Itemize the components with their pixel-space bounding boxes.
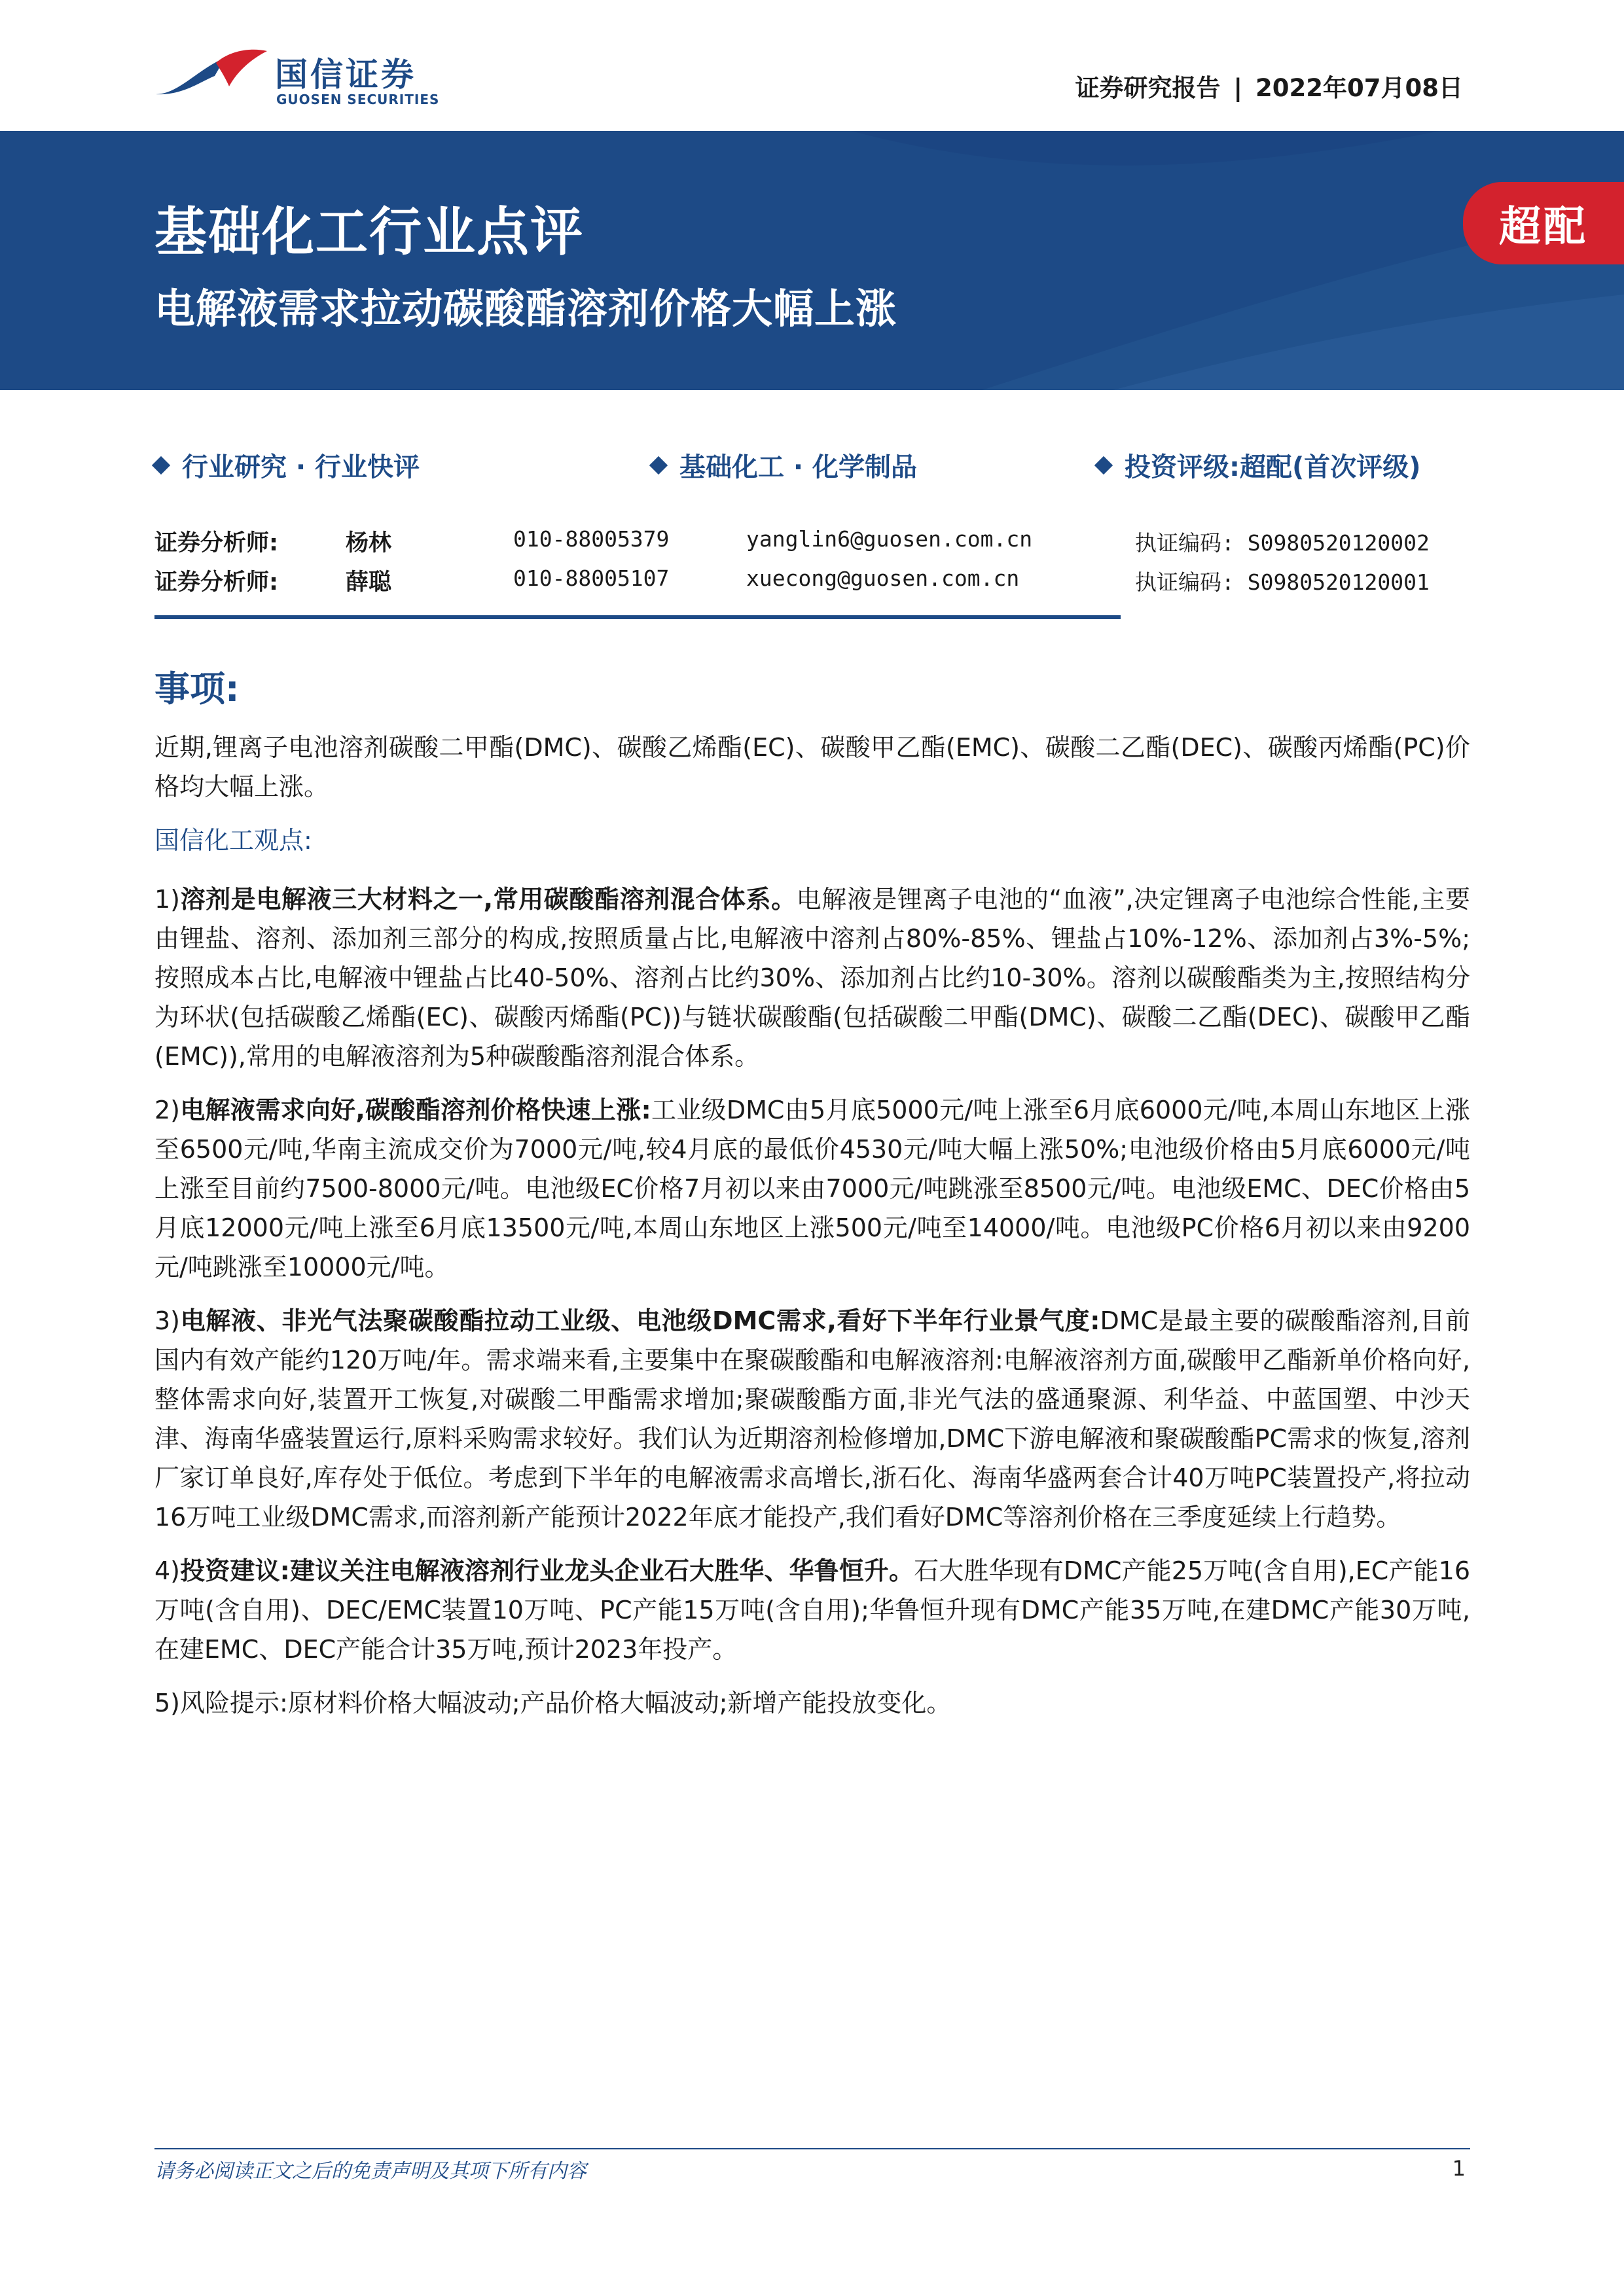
diamond-bullet-icon — [152, 456, 170, 475]
meta-category — [154, 446, 420, 484]
logo-english-name: GUOSEN SECURITIES — [276, 92, 440, 107]
point-number: 5) — [154, 1689, 181, 1717]
point-text: 电解液是锂离子电池的“血液”,决定锂离子电池综合性能,主要由锂盐、溶剂、添加剂三部分的构成,按照质量占比,电解液中溶剂占80%-85%、锂盐占10%-12%、添加剂占3%-5%;按照成本占比,电解液中锂盐占比40-50%、溶剂占比约30%、添加剂占比约10-30%。溶剂以碳酸酯类为主,按照结构分为环状(包括碳酸乙烯酯(EC)、碳酸丙烯酯(PC))与链状碳酸酯(包括碳酸二甲酯(DMC)、碳酸二乙酯(DEC)、碳酸甲乙酯(EMC)),常用的电解液溶剂为5种碳酸酯溶剂混合体系。 — [154, 885, 1470, 1071]
meta-rating — [1097, 446, 1421, 484]
point-number: 1) — [154, 885, 181, 914]
diamond-bullet-icon — [1094, 456, 1113, 475]
point-heading: 溶剂是电解液三大材料之一,常用碳酸酯溶剂混合体系。 — [180, 885, 797, 914]
diamond-bullet-icon — [649, 456, 668, 475]
rating-badge: 超配 — [1463, 182, 1624, 264]
meta-sector-text: 基础化工 · 化学制品 — [679, 452, 918, 482]
point-text: 石大胜华现有DMC产能25万吨(含自用),EC产能16万吨(含自用)、DEC/EMC装置10万吨、PC产能15万吨(含自用);华鲁恒升现有DMC产能35万吨,在建DMC产能30万吨,在建EMC、DEC产能合计35万吨,预计2023年投产。 — [154, 1556, 1471, 1664]
report-body — [154, 728, 1470, 1737]
analyst-phone: 010-88005107 — [513, 565, 670, 591]
point-text: 工业级DMC由5月底5000元/吨上涨至6月底6000元/吨,本周山东地区上涨至6500元/吨,华南主流成交价为7000元/吨,较4月底的最低价4530元/吨大幅上涨50%;电池级价格由5月底6000元/吨上涨至目前约7500-8000元/吨。电池级EC价格7月初以来由7000元/吨跳涨至8500元/吨。电池级EMC、DEC价格由5月底12000元/吨上涨至6月底13500元/吨,本周山东地区上涨500元/吨至14000/吨。电池级PC价格6月初以来由9200元/吨跳涨至10000元/吨。 — [154, 1096, 1470, 1282]
point-heading: 电解液需求向好,碳酸酯溶剂价格快速上涨: — [180, 1096, 651, 1124]
point-heading: 电解液、非光气法聚碳酸酯拉动工业级、电池级DMC需求,看好下半年行业景气度: — [180, 1306, 1100, 1335]
point-number: 3) — [154, 1306, 181, 1335]
point-paragraph — [154, 1301, 1470, 1537]
report-date: 2022年07月08日 — [1255, 74, 1463, 102]
meta-category-text: 行业研究 · 行业快评 — [182, 452, 420, 482]
point-number: 4) — [154, 1556, 181, 1585]
header-separator: | — [1233, 74, 1243, 102]
analyst-role: 证券分析师: — [154, 530, 278, 556]
analyst-phone: 010-88005379 — [513, 526, 670, 552]
analyst-divider — [154, 615, 1121, 619]
footer-divider — [154, 2148, 1470, 2149]
point-heading: 投资建议:建议关注电解液溶剂行业龙头企业石大胜华、华鲁恒升。 — [180, 1556, 914, 1585]
analyst-email[interactable]: yanglin6@guosen.com.cn — [746, 526, 1033, 552]
report-subtitle: 电解液需求拉动碳酸酯溶剂价格大幅上涨 — [154, 285, 897, 332]
point-text: 风险提示:原材料价格大幅波动;产品价格大幅波动;新增产能投放变化。 — [180, 1689, 952, 1717]
point-paragraph — [154, 1551, 1470, 1669]
page-number: 1 — [1452, 2156, 1466, 2181]
analyst-cert: 执证编码: S0980520120002 — [1135, 530, 1430, 556]
report-type: 证券研究报告 — [1075, 74, 1221, 102]
analyst-name: 薛聪 — [346, 569, 392, 596]
meta-rating-text: 投资评级:超配(首次评级) — [1125, 452, 1421, 482]
view-title: 国信化工观点: — [154, 826, 312, 855]
analyst-email[interactable]: xuecong@guosen.com.cn — [746, 565, 1020, 591]
logo-chinese-name: 国信证券 — [275, 56, 416, 94]
intro-paragraph: 近期,锂离子电池溶剂碳酸二甲酯(DMC)、碳酸乙烯酯(EC)、碳酸甲乙酯(EMC)、碳酸二乙酯(DEC)、碳酸丙烯酯(PC)价格均大幅上涨。 — [154, 733, 1470, 801]
point-paragraph — [154, 880, 1470, 1076]
meta-sector — [652, 446, 917, 484]
analyst-role: 证券分析师: — [154, 569, 278, 596]
report-header-info — [1075, 68, 1463, 103]
footer-disclaimer: 请务必阅读正文之后的免责声明及其项下所有内容 — [154, 2160, 586, 2183]
analyst-name: 杨林 — [346, 530, 392, 556]
analyst-cert: 执证编码: S0980520120001 — [1135, 569, 1430, 595]
point-paragraph — [154, 1090, 1470, 1287]
report-title: 基础化工行业点评 — [154, 202, 584, 262]
point-number: 2) — [154, 1096, 181, 1124]
point-text: DMC是最主要的碳酸酯溶剂,目前国内有效产能约120万吨/年。需求端来看,主要集中在聚碳酸酯和电解液溶剂:电解液溶剂方面,碳酸甲乙酯新单价格向好,整体需求向好,装置开工恢复,对碳酸二甲酯需求增加;聚碳酸酯方面,非光气法的盛通聚源、利华益、中蓝国塑、中沙天津、海南华盛装置运行,原料采购需求较好。我们认为近期溶剂检修增加,DMC下游电解液和聚碳酸酯PC需求的恢复,溶剂厂家订单良好,库存处于低位。考虑到下半年的电解液需求高增长,浙石化、海南华盛两套合计40万吨PC装置投产,将拉动16万吨工业级DMC需求,而溶剂新产能预计2022年底才能投产,我们看好DMC等溶剂价格在三季度延续上行趋势。 — [154, 1306, 1470, 1532]
section-title: 事项: — [154, 668, 240, 709]
guosen-logo-icon — [152, 43, 270, 109]
point-paragraph — [154, 1683, 1470, 1723]
